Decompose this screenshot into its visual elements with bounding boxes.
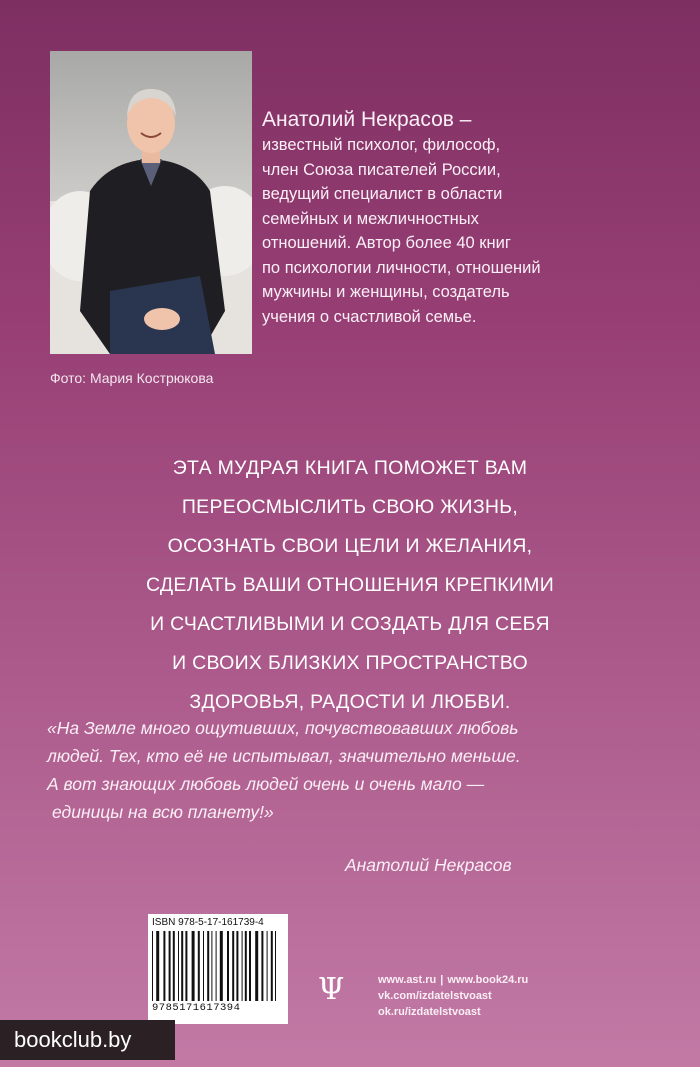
publisher-links [378,972,528,1020]
quote-line: единицы на всю планету!» [52,802,274,822]
link-separator: | [440,974,444,986]
photo-caption: Фото: Мария Кострюкова [50,370,214,386]
quote-author: Анатолий Некрасов [345,855,512,875]
quote-line: людей. Тех, кто её не испытывал, значительно меньше. [47,746,521,766]
author-bio [262,106,682,329]
bio-line: ведущий специалист в области [262,185,503,203]
blurb-line: ЗДОРОВЬЯ, РАДОСТИ И ЛЮБВИ. [189,691,511,713]
bio-line: известный психолог, философ, [262,136,501,154]
isbn-label: ISBN 978-5-17-161739-4 [152,917,264,928]
quote-line: А вот знающих любовь людей очень и очень мало — [47,774,485,794]
barcode-number: 9785171617394 [152,1002,241,1014]
bio-line: по психологии личности, отношений [262,258,541,277]
bio-line: отношений. Автор более 40 книг [262,234,511,252]
watermark: bookclub.by [0,1020,175,1060]
bio-line: мужчины и женщины, создатель [262,283,510,301]
blurb-line: И СЧАСТЛИВЫМИ И СОЗДАТЬ ДЛЯ СЕБЯ [150,613,550,635]
bio-line: учения о счастливой семье. [262,307,477,326]
author-photo [50,51,252,354]
link-ok[interactable]: ok.ru/izdatelstvoast [378,1006,481,1018]
link-book24[interactable]: www.book24.ru [447,974,529,986]
blurb-line: ЭТА МУДРАЯ КНИГА ПОМОЖЕТ ВАМ [172,457,528,479]
blurb-line: СДЕЛАТЬ ВАШИ ОТНОШЕНИЯ КРЕПКИМИ [145,574,555,596]
blurb-line: ПЕРЕОСМЫСЛИТЬ СВОЮ ЖИЗНЬ, [181,496,519,518]
link-vk[interactable]: vk.com/izdatelstvoast [378,990,492,1002]
barcode [148,914,288,1024]
publisher-logo-icon: Ψ [318,972,345,1007]
quote [47,714,667,826]
bio-line: семейных и межличностных [262,209,479,228]
author-name: Анатолий Некрасов – [262,108,472,131]
bio-line: член Союза писателей России, [262,160,501,179]
blurb-line: И СВОИХ БЛИЗКИХ ПРОСТРАНСТВО [172,652,528,674]
link-ast[interactable]: www.ast.ru [378,974,437,986]
blurb-line: ОСОЗНАТЬ СВОИ ЦЕЛИ И ЖЕЛАНИЯ, [167,535,533,557]
quote-line: «На Земле много ощутивших, почувствовавших любовь [47,718,519,738]
book-blurb [0,449,700,722]
barcode-bars [152,931,284,1001]
